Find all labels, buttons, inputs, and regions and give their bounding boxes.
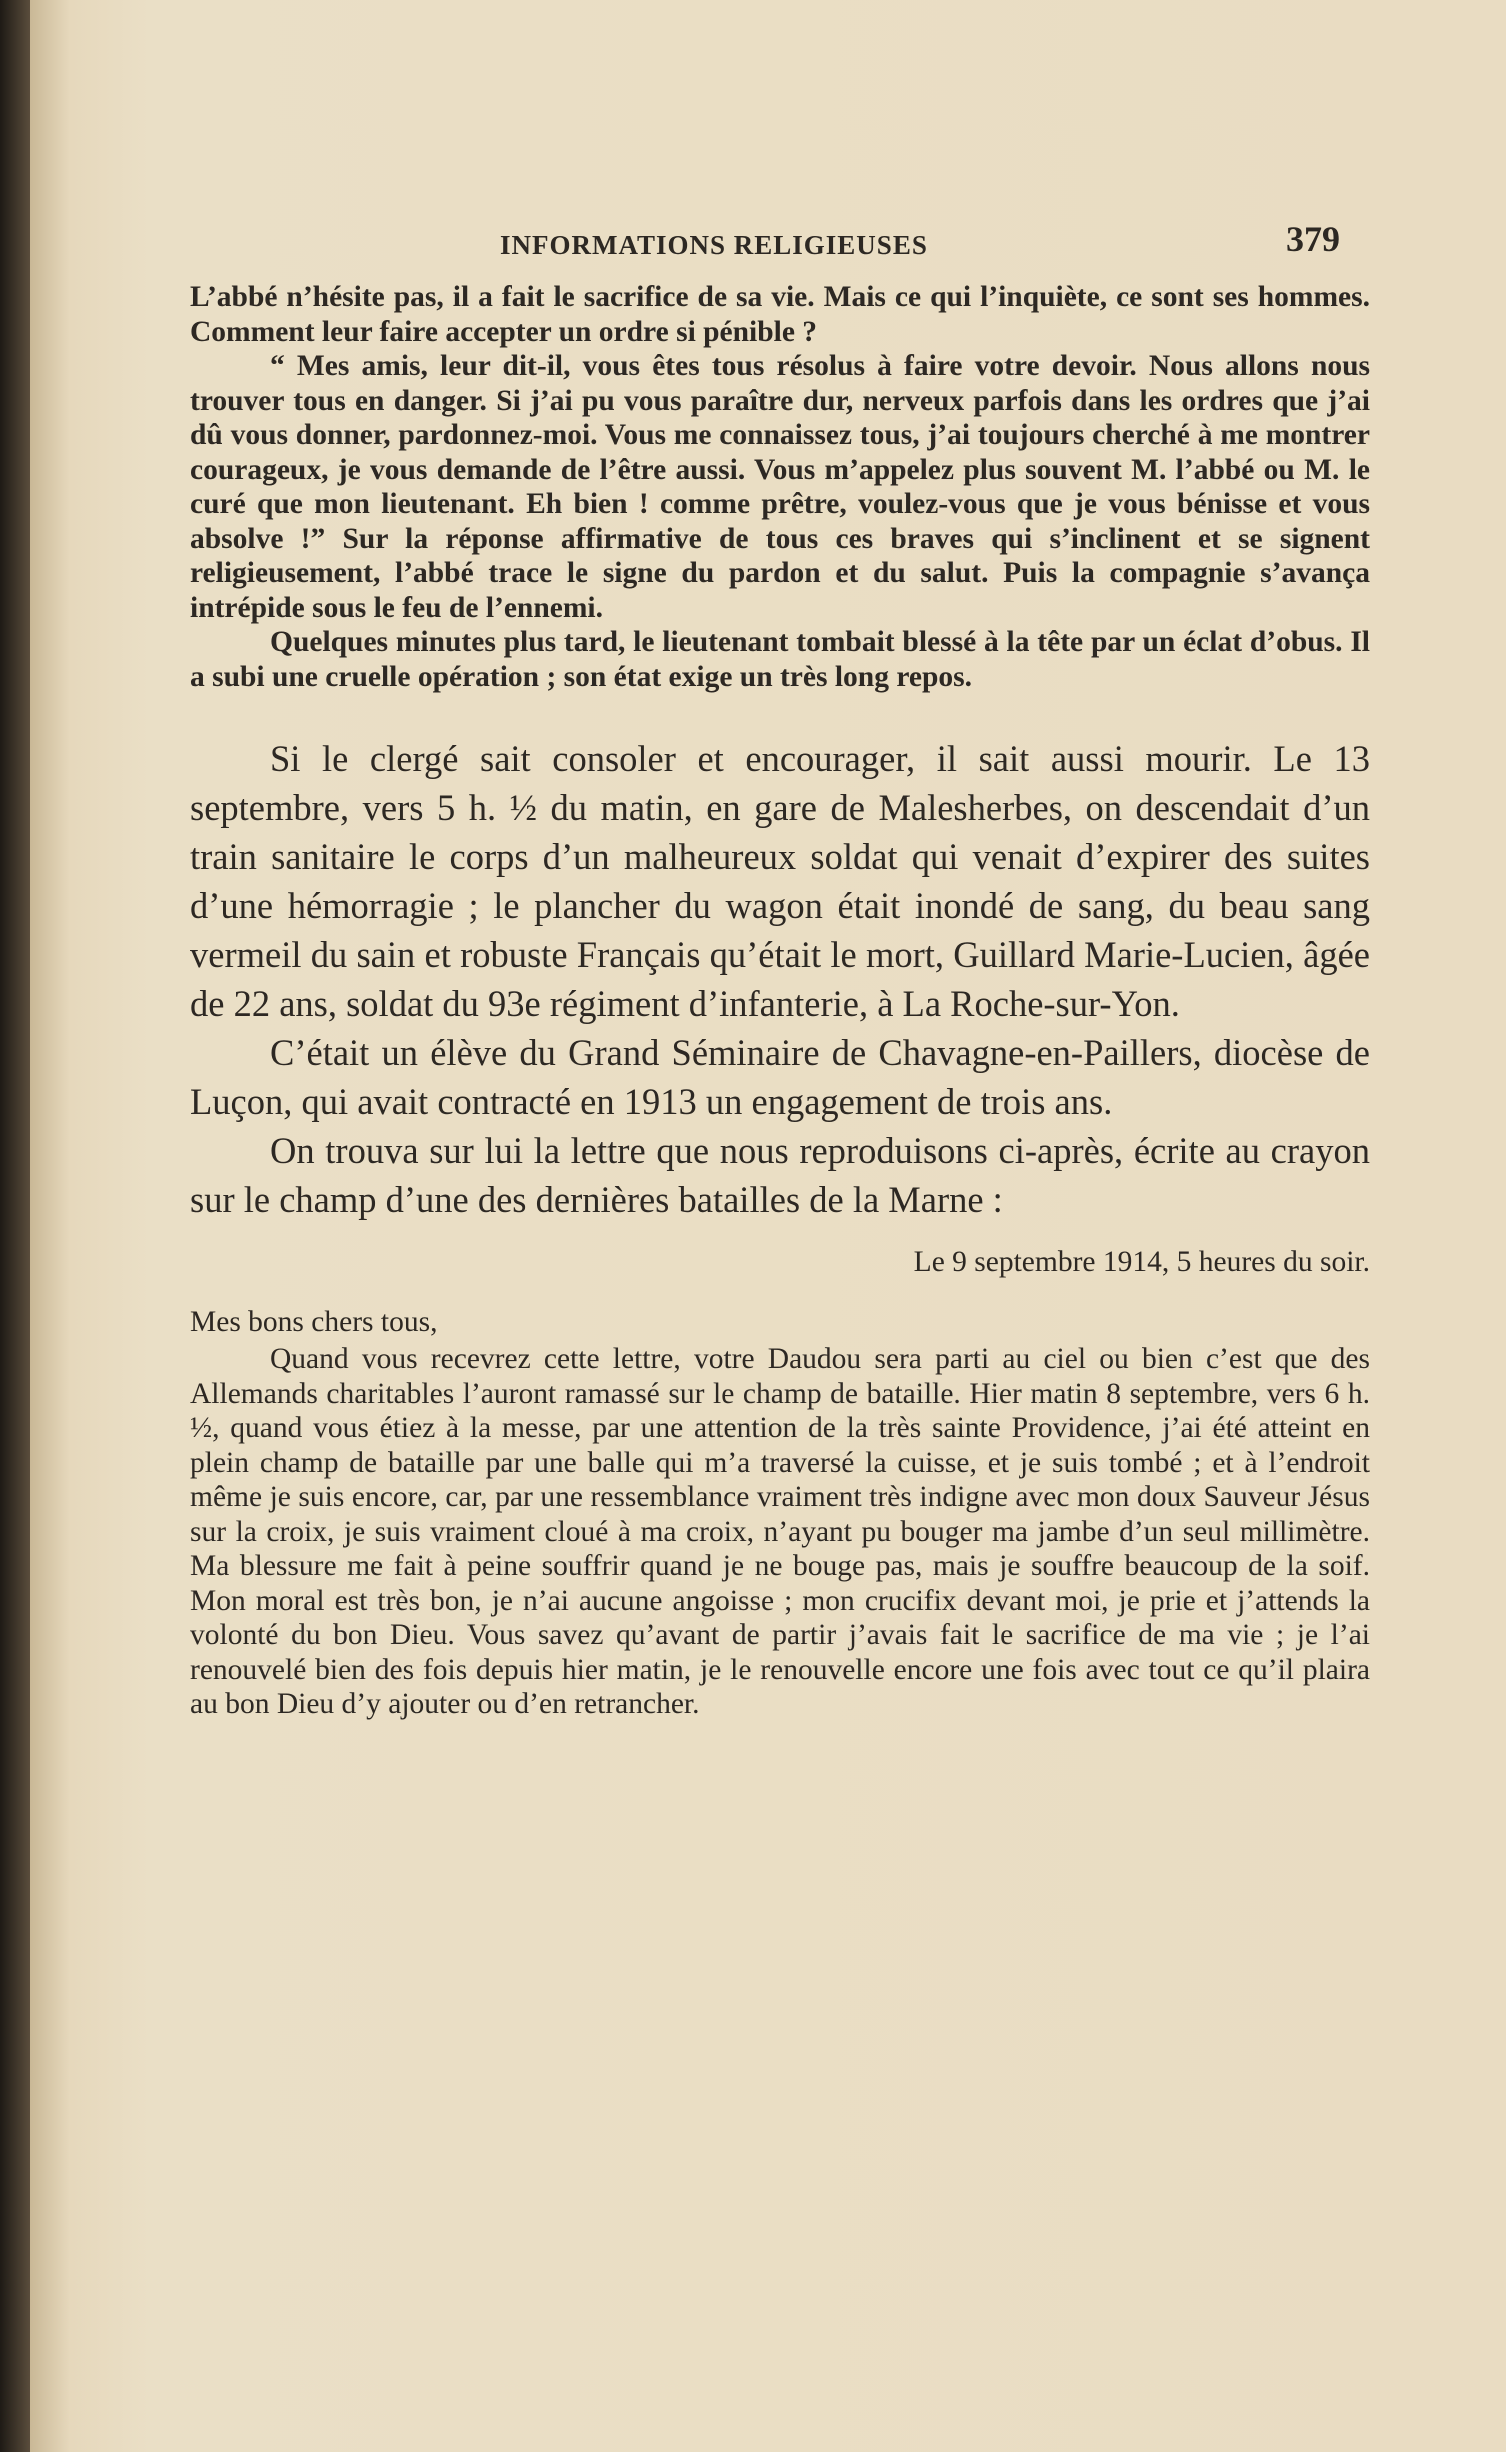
page-header (190, 200, 1370, 280)
paragraph-seminarian: C’était un élève du Grand Séminaire de Chavagne-en-Paillers, diocèse de Luçon, qui avait contracté en 1913 un engagement de trois ans. (190, 1032, 1370, 1122)
book-spine-shadow (0, 0, 30, 2452)
page-number: 379 (1286, 219, 1340, 259)
paragraph-abbe-hesitation: L’abbé n’hésite pas, il a fait le sacrifice de sa vie. Mais ce qui l’inquiète, ce sont ses hommes. Comment leur faire accepter un ordre si pénible ? (190, 281, 1370, 348)
paragraph-clergy-dying: Si le clergé sait consoler et encourager, il sait aussi mourir. Le 13 septembre, vers 5 h. ½ du matin, en gare de Malesherbes, on descendait d’un train sanitaire le corps d’un malheureux soldat qui venait d’expirer des suites d’une hémorragie ; le plancher du wagon était inondé de sang, du beau sang vermeil du sain et robuste Français qu’était le mort, Guillard Marie-Lucien, âgée de 22 ans, soldat du 93e régiment d’infanterie, à La Roche-sur-Yon. (190, 738, 1370, 1024)
book-page (30, 0, 1506, 2452)
letter-body: Quand vous recevrez cette lettre, votre Daudou sera parti au ciel ou bien c’est que des Allemands charitables l’auront ramassé sur le champ de bataille. Hier matin 8 septembre, vers 6 h. ½, quand vous étiez à la messe, par une attention de la très sainte Providence, j’ai été atteint en plein champ de bataille par une balle qui m’a traversé la cuisse, et je suis tombé ; et à l’endroit même je suis encore, car, par une ressemblance vraiment très indigne avec mon doux Sauveur Jésus sur la croix, je suis vraiment cloué à ma croix, n’ayant pu bouger ma jambe d’un seul millimètre. Ma blessure me fait à peine souffrir quand je ne bouge pas, mais je souffre beaucoup de la soif. Mon moral est très bon, je n’ai aucune angoisse ; mon crucifix devant moi, je prie et j’attends la volonté du bon Dieu. Vous savez qu’avant de partir j’avais fait le sacrifice de ma vie ; je l’ai renouvelé bien des fois depuis hier matin, je le renouvelle encore une fois avec tout ce qu’il plaira au bon Dieu d’y ajouter ou d’en retrancher. (190, 1343, 1370, 1720)
paragraph-letter-found: On trouva sur lui la lettre que nous reproduisons ci-après, écrite au crayon sur le champ d’une des dernières batailles de la Marne : (190, 1130, 1370, 1220)
letter-salutation: Mes bons chers tous, (190, 1306, 438, 1338)
running-title: INFORMATIONS RELIGIEUSES (500, 230, 928, 260)
section-gap (190, 694, 1370, 734)
paragraph-abbe-speech: “ Mes amis, leur dit-il, vous êtes tous résolus à faire votre devoir. Nous allons nous trouver tous en danger. Si j’ai pu vous paraître dur, nerveux parfois dans les ordres que j’ai dû vous donner, pardonnez-moi. Vous me connaissez tous, j’ai toujours cherché à me montrer courageux, je vous demande de l’être aussi. Vous m’appelez plus souvent M. l’abbé ou M. le curé que mon lieutenant. Eh bien ! comme prêtre, voulez-vous que je vous bénisse et vous absolve !” Sur la réponse affirmative de tous ces braves qui s’inclinent et se signent religieusement, l’abbé trace le signe du pardon et du salut. Puis la compagnie s’avança intrépide sous le feu de l’ennemi. (190, 350, 1370, 624)
paragraph-lieutenant-wounded: Quelques minutes plus tard, le lieutenant tombait blessé à la tête par un éclat d’obus. Il a subi une cruelle opération ; son état exige un très long repos. (190, 626, 1370, 693)
letter-date: Le 9 septembre 1914, 5 heures du soir. (913, 1246, 1370, 1278)
page-text-block (190, 200, 1370, 1722)
